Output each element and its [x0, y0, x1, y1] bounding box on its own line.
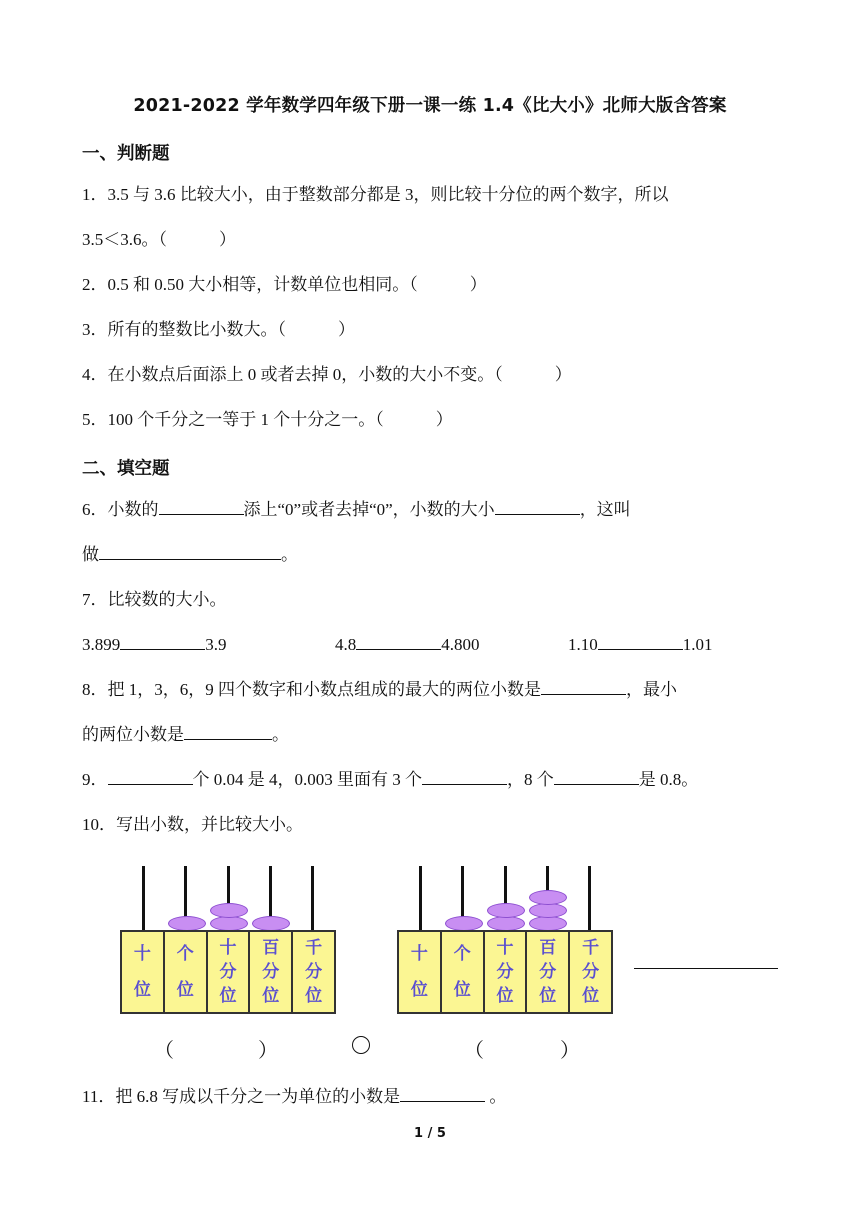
abacus-bead — [529, 916, 567, 931]
place-value-cell — [165, 932, 208, 1012]
compare-pair — [82, 633, 227, 657]
answer-blank[interactable] — [159, 498, 244, 515]
place-value-cell — [208, 932, 251, 1012]
place-value-char: 位 — [305, 986, 323, 1006]
question-6-line-1 — [82, 498, 631, 522]
answer-blank[interactable] — [541, 678, 626, 695]
place-value-frame — [120, 930, 336, 1014]
compare-left-value: 3.899 — [82, 635, 121, 654]
question-8-text: 的两位小数是 — [82, 725, 184, 744]
question-6-text: 做 — [82, 545, 99, 564]
place-value-char: 位 — [496, 986, 514, 1006]
left-paren-open: （ — [154, 1040, 174, 1062]
place-value-char: 百 — [539, 938, 557, 958]
question-11 — [82, 1085, 506, 1109]
close-paren: ） — [338, 320, 355, 339]
abacus-rod — [311, 866, 314, 932]
abacus-bead — [252, 916, 290, 931]
place-value-char: 个 — [453, 944, 471, 964]
abacus-rod — [419, 866, 422, 932]
compare-pair — [335, 633, 480, 657]
question-9-text: 是 0.8。 — [638, 770, 699, 789]
question-11-text: 。 — [489, 1087, 507, 1106]
place-value-char: 个 — [176, 944, 194, 964]
close-paren: ） — [435, 410, 453, 429]
question-9-text: ，8 个 — [507, 770, 554, 789]
abacus-bead — [487, 903, 525, 918]
answer-blank[interactable] — [108, 768, 193, 785]
place-value-cell — [122, 932, 165, 1012]
place-value-cell — [250, 932, 293, 1012]
place-value-char: 分 — [539, 962, 557, 982]
abacus-bead — [168, 916, 206, 931]
abacus-bead — [445, 916, 483, 931]
abacus-bead — [529, 903, 567, 918]
place-value-char: 分 — [305, 962, 323, 982]
place-value-cell — [485, 932, 528, 1012]
compare-right-value: 4.800 — [441, 635, 480, 654]
place-value-char: 分 — [219, 962, 237, 982]
page-number: 1 / 5 — [414, 1126, 446, 1141]
question-6-text: ，这叫 — [579, 500, 631, 519]
question-4-text: 4．在小数点后面添上 0 或者去掉 0，小数的大小不变。（ — [82, 365, 503, 384]
question-6-line-2 — [82, 543, 298, 567]
question-9 — [82, 768, 698, 792]
close-paren: ） — [219, 230, 236, 249]
question-3-text: 3．所有的整数比小数大。（ — [82, 320, 286, 339]
answer-blank[interactable] — [99, 543, 281, 560]
place-value-cell — [399, 932, 442, 1012]
place-value-char: 位 — [262, 986, 280, 1006]
abacus-bead — [210, 903, 248, 918]
question-1-text: 3.5＜3.6。（ — [82, 230, 167, 249]
question-2 — [82, 273, 487, 297]
place-value-cell — [570, 932, 611, 1012]
abacus-bead — [529, 890, 567, 905]
place-value-char: 分 — [582, 962, 600, 982]
place-value-char: 分 — [496, 962, 514, 982]
right-paren-close[interactable]: ） — [560, 1040, 580, 1062]
place-value-char: 分 — [262, 962, 280, 982]
question-10: 10．写出小数，并比较大小。 — [82, 815, 303, 834]
question-7: 7．比较数的大小。 — [82, 590, 227, 609]
place-value-cell — [293, 932, 334, 1012]
place-value-char: 十 — [410, 944, 428, 964]
question-4 — [82, 363, 572, 387]
question-1-line-2 — [82, 228, 236, 252]
abacus-bead — [487, 916, 525, 931]
place-value-char: 位 — [176, 980, 194, 1000]
place-value-char: 位 — [219, 986, 237, 1006]
place-value-char: 位 — [453, 980, 471, 1000]
compare-right-value: 1.01 — [682, 635, 713, 654]
compare-left-value: 1.10 — [568, 635, 598, 654]
right-paren-open: （ — [464, 1040, 484, 1062]
abacus-bead — [210, 916, 248, 931]
abacus-rod — [142, 866, 145, 932]
abacus-right — [397, 866, 613, 1014]
place-value-char: 位 — [539, 986, 557, 1006]
compare-left-value: 4.8 — [335, 635, 357, 654]
place-value-char: 千 — [305, 938, 323, 958]
question-3 — [82, 318, 355, 342]
place-value-char: 位 — [133, 980, 151, 1000]
answer-blank[interactable] — [356, 633, 441, 650]
answer-blank[interactable] — [184, 723, 272, 740]
question-5 — [82, 408, 453, 432]
place-value-char: 十 — [133, 944, 151, 964]
question-6-text: 添上“0”或者去掉“0”，小数的大小 — [243, 500, 495, 519]
question-8-line-1 — [82, 678, 677, 702]
place-value-char: 百 — [262, 938, 280, 958]
question-9-text: 9． — [82, 770, 108, 789]
close-paren: ） — [469, 275, 487, 294]
question-8-text: 。 — [272, 725, 289, 744]
place-value-cell — [527, 932, 570, 1012]
close-paren: ） — [554, 365, 572, 384]
place-value-char: 千 — [582, 938, 600, 958]
section-heading-fill-in: 二、填空题 — [82, 459, 170, 479]
place-value-cell — [442, 932, 485, 1012]
question-8-text: 8．把 1，3，6，9 四个数字和小数点组成的最大的两位小数是 — [82, 680, 541, 699]
place-value-char: 位 — [582, 986, 600, 1006]
abacus-rod — [588, 866, 591, 932]
question-2-text: 2．0.5 和 0.50 大小相等，计数单位也相同。（ — [82, 275, 418, 294]
left-paren-close[interactable]: ） — [258, 1040, 278, 1062]
answer-blank[interactable] — [120, 633, 205, 650]
section-heading-judgment: 一、判断题 — [82, 144, 170, 164]
place-value-char: 十 — [219, 938, 237, 958]
answer-blank[interactable] — [634, 968, 778, 969]
compare-circle[interactable] — [352, 1036, 370, 1054]
question-8-line-2 — [82, 723, 289, 747]
answer-blank[interactable] — [554, 768, 639, 785]
answer-blank[interactable] — [422, 768, 507, 785]
question-6-text: 6．小数的 — [82, 500, 159, 519]
answer-blank[interactable] — [400, 1085, 485, 1102]
page-title: 2021-2022 学年数学四年级下册一课一练 1.4《比大小》北师大版含答案 — [133, 96, 727, 116]
place-value-char: 十 — [496, 938, 514, 958]
place-value-char: 位 — [410, 980, 428, 1000]
abacus-left — [120, 866, 336, 1014]
compare-right-value: 3.9 — [205, 635, 227, 654]
question-9-text: 个 0.04 是 4，0.003 里面有 3 个 — [192, 770, 422, 789]
question-11-text: 11．把 6.8 写成以千分之一为单位的小数是 — [82, 1087, 401, 1106]
question-5-text: 5．100 个千分之一等于 1 个十分之一。（ — [82, 410, 384, 429]
answer-blank[interactable] — [598, 633, 683, 650]
place-value-frame — [397, 930, 613, 1014]
answer-blank[interactable] — [495, 498, 580, 515]
question-1-line-1: 1．3.5 与 3.6 比较大小，由于整数部分都是 3，则比较十分位的两个数字，所以 — [82, 185, 669, 204]
question-6-text: 。 — [281, 545, 298, 564]
compare-pair — [568, 633, 713, 657]
question-8-text: ，最小 — [626, 680, 677, 699]
